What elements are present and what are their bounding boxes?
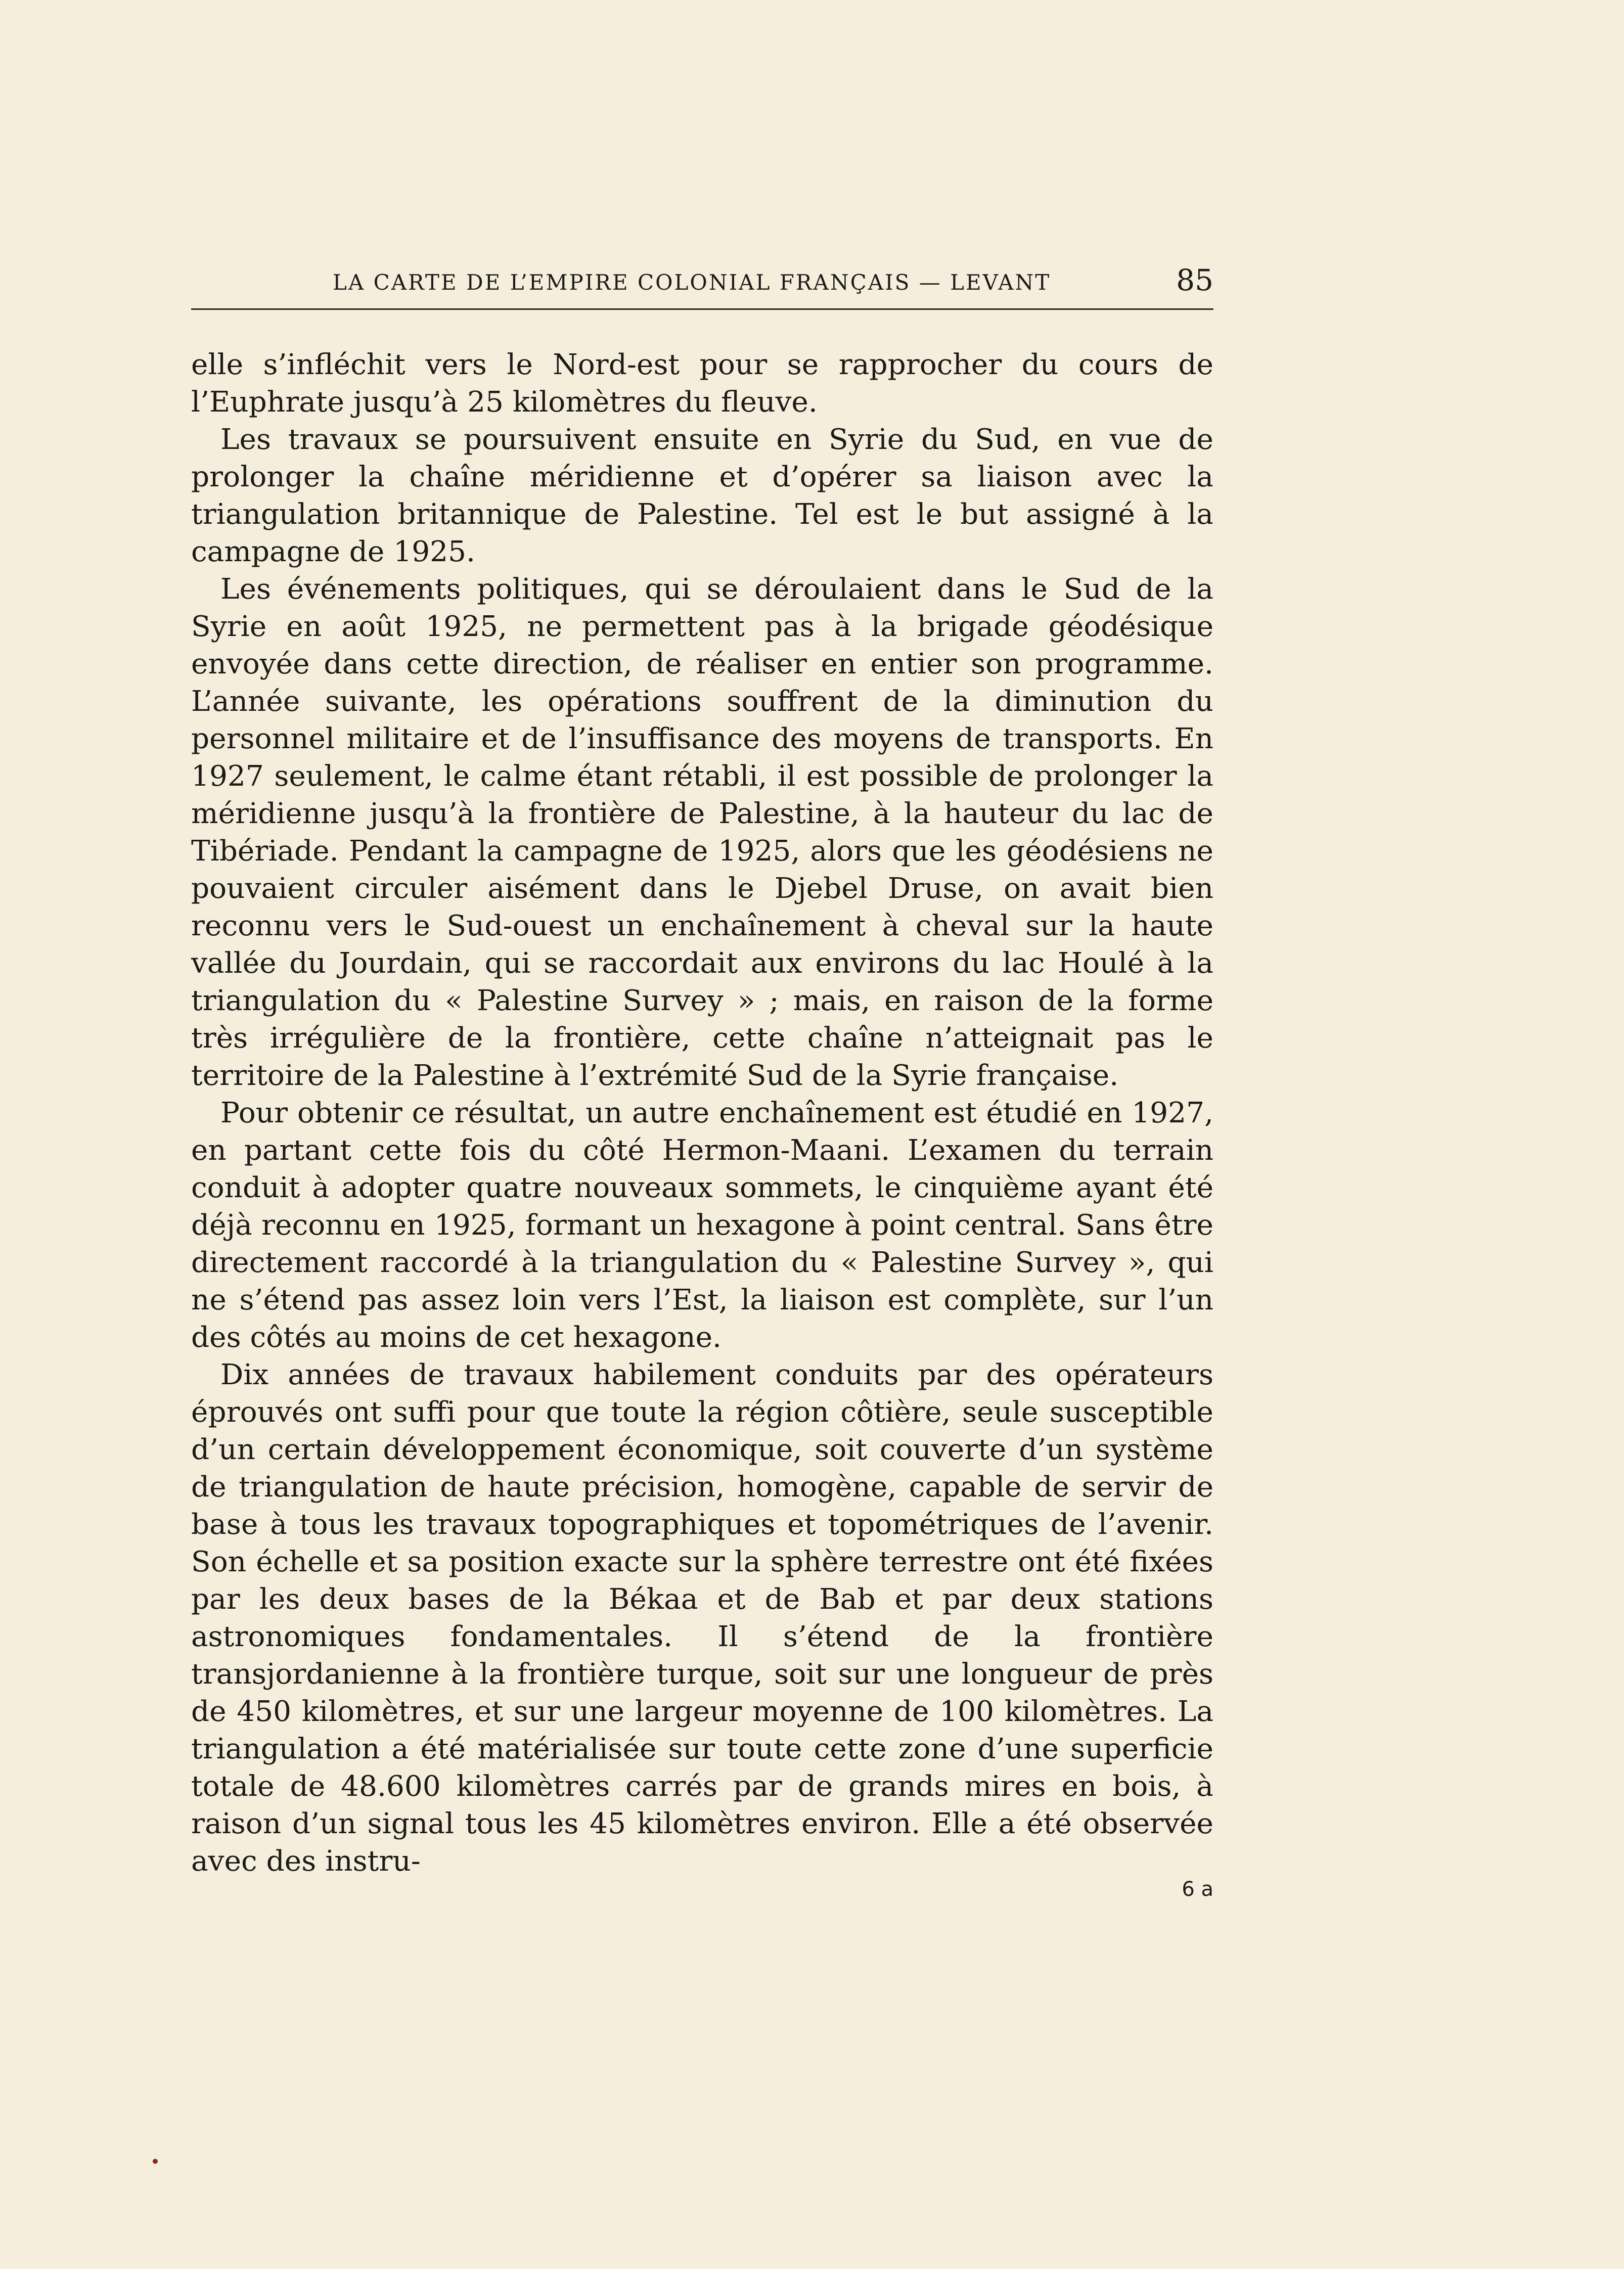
paragraph: Les travaux se poursuivent ensuite en Syrie du Sud, en vue de prolonger la chaîne méridienne et d’opérer sa liaison avec la triangulation britannique de Palestine. Tel est le but assigné à la campagne de 1925.: [191, 423, 1213, 568]
ink-dot: [153, 2159, 158, 2164]
paragraph: Dix années de travaux habilement conduits par des opérateurs éprouvés ont suffi pour que toute la région côtière, seule susceptible d’un certain développement économique, soit couverte d’un système de triangulation de haute précision, homogène, capable de servir de base à tous les travaux topographiques et topométriques de l’avenir. Son échelle et sa position exacte sur la sphère terrestre ont été fixées par les deux bases de la Békaa et de Bab et par deux stations astronomiques fondamentales. Il s’étend de la frontière transjordanienne à la frontière turque, soit sur une longueur de près de 450 kilomètres, et sur une largeur moyenne de 100 kilomètres. La triangulation a été matérialisée sur toute cette zone d’une superficie totale de 48.600 kilomètres carrés par de grands mires en bois, à raison d’un signal tous les 45 kilomètres environ. Elle a été observée avec des instru-: [191, 1358, 1213, 1878]
paragraph: Pour obtenir ce résultat, un autre enchaînement est étudié en 1927, en partant cette fois du côté Hermon-Maani. L’examen du terrain conduit à adopter quatre nouveaux sommets, le cinquième ayant été déjà reconnu en 1925, formant un hexagone à point central. Sans être directement raccordé à la triangulation du « Palestine Survey », qui ne s’étend pas assez loin vers l’Est, la liaison est complète, sur l’un des côtés au moins de cet hexagone.: [191, 1097, 1213, 1354]
running-head: [191, 263, 1213, 308]
paragraph: Les événements politiques, qui se déroulaient dans le Sud de la Syrie en août 1925, ne permettent pas à la brigade géodésique envoyée dans cette direction, de réaliser en entier son programme. L’année suivante, les opérations souffrent de la diminution du personnel militaire et de l’insuffisance des moyens de transports. En 1927 seulement, le calme étant rétabli, il est possible de prolonger la méridienne jusqu’à la frontière de Palestine, à la hauteur du lac de Tibériade. Pendant la campagne de 1925, alors que les géodésiens ne pouvaient circuler aisément dans le Djebel Druse, on avait bien reconnu vers le Sud-ouest un enchaînement à cheval sur la haute vallée du Jourdain, qui se raccordait aux environs du lac Houlé à la triangulation du « Palestine Survey » ; mais, en raison de la forme très irrégulière de la frontière, cette chaîne n’atteignait pas le territoire de la Palestine à l’extrémité Sud de la Syrie française.: [191, 573, 1213, 1092]
paragraph: elle s’infléchit vers le Nord-est pour se rapprocher du cours de l’Euphrate jusqu’à 25 kilomètres du fleuve.: [191, 348, 1213, 419]
page-number: 85: [1176, 263, 1213, 297]
body-text: [191, 346, 1213, 1880]
running-title: LA CARTE DE L’EMPIRE COLONIAL FRANÇAIS — LEVANT: [333, 270, 1051, 295]
header-rule: [191, 308, 1213, 310]
printer-signature: 6 a: [1182, 1878, 1213, 1901]
